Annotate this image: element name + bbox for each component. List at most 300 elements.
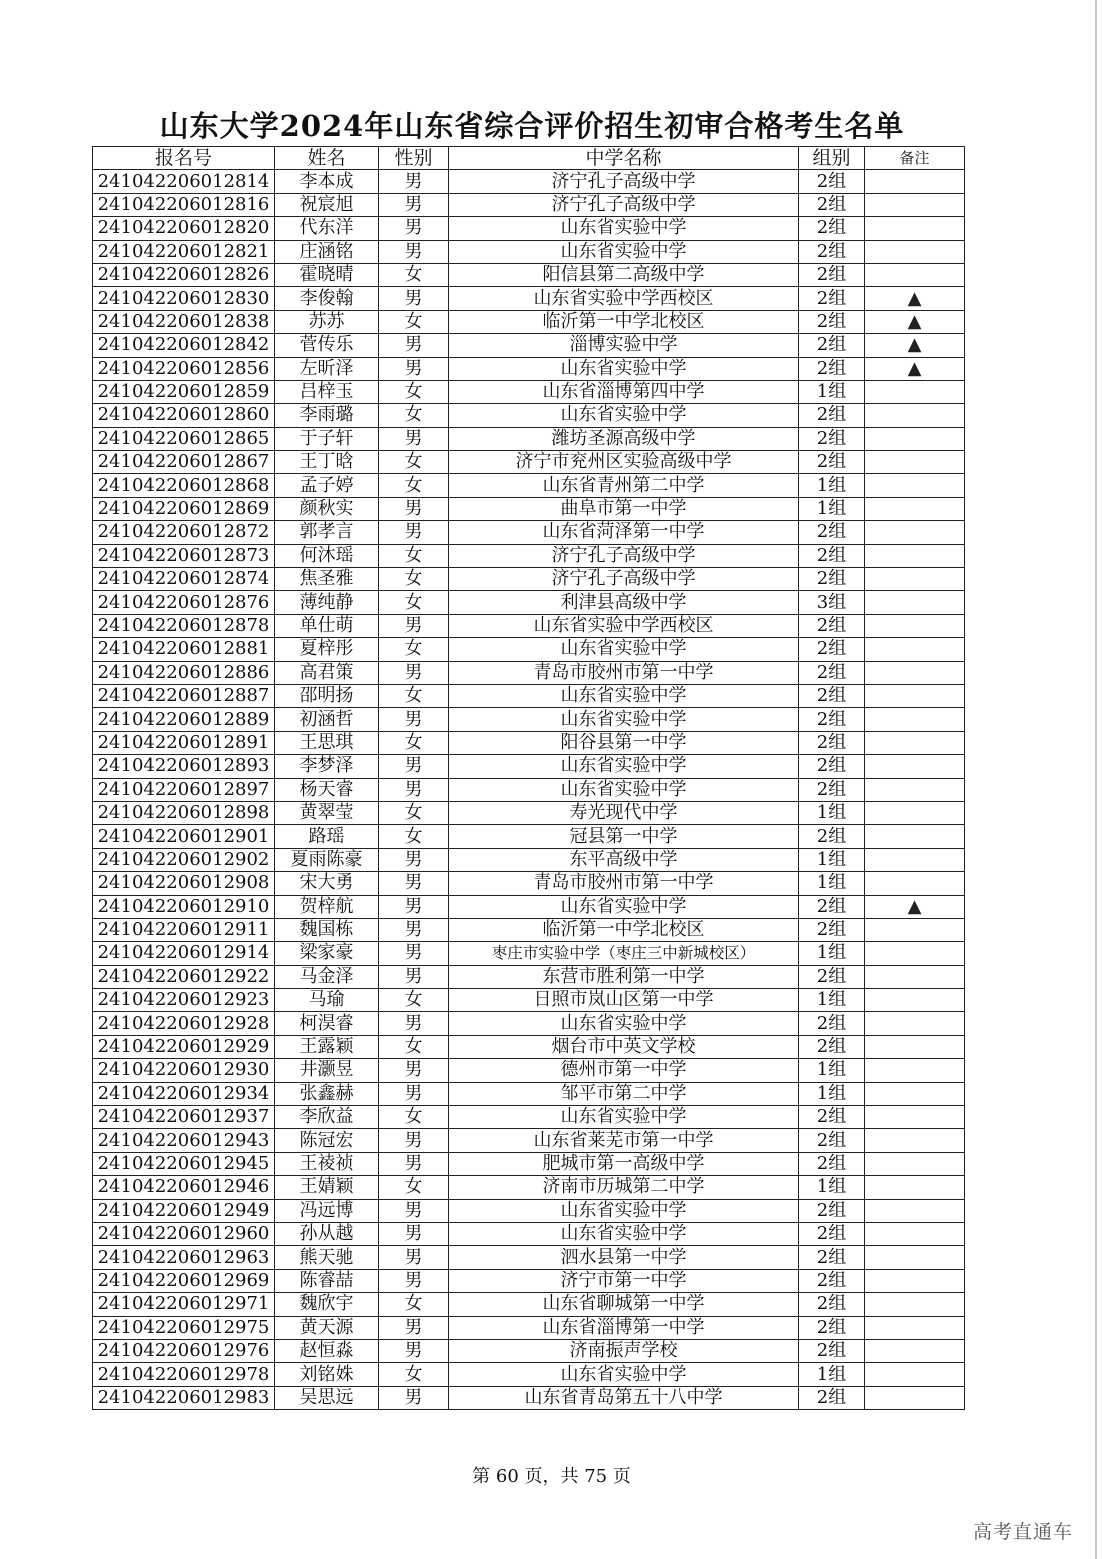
cell-school: 山东省实验中学: [449, 895, 799, 918]
cell-school: 山东省青岛第五十八中学: [449, 1386, 799, 1409]
cell-group: 2组: [799, 217, 865, 240]
cell-school: 枣庄市实验中学（枣庄三中新城校区）: [449, 942, 799, 965]
cell-id: 241042206012983: [93, 1386, 275, 1409]
cell-school: 济宁孔子高级中学: [449, 170, 799, 193]
cell-name: 井灏昱: [275, 1059, 379, 1082]
cell-gender: 男: [379, 895, 449, 918]
cell-note: ▲: [865, 310, 965, 333]
table-row: [93, 918, 965, 941]
cell-group: 2组: [799, 684, 865, 707]
cell-group: 2组: [799, 334, 865, 357]
cell-gender: 男: [379, 1152, 449, 1175]
cell-group: 2组: [799, 1106, 865, 1129]
cell-group: 2组: [799, 1246, 865, 1269]
cell-group: 2组: [799, 170, 865, 193]
cell-note: [865, 474, 965, 497]
cell-group: 2组: [799, 614, 865, 637]
cell-school: 青岛市胶州市第一中学: [449, 872, 799, 895]
cell-name: 马金泽: [275, 965, 379, 988]
cell-school: 寿光现代中学: [449, 801, 799, 824]
cell-gender: 女: [379, 591, 449, 614]
cell-note: [865, 1059, 965, 1082]
cell-school: 济宁孔子高级中学: [449, 568, 799, 591]
candidate-table: [92, 146, 965, 1410]
cell-gender: 男: [379, 1129, 449, 1152]
table-row: [93, 1293, 965, 1316]
cell-school: 临沂第一中学北校区: [449, 310, 799, 333]
cell-group: 2组: [799, 1269, 865, 1292]
cell-school: 山东省实验中学: [449, 1363, 799, 1386]
cell-note: [865, 1082, 965, 1105]
table-row: [93, 755, 965, 778]
cell-group: 1组: [799, 942, 865, 965]
cell-group: 2组: [799, 638, 865, 661]
cell-id: 241042206012945: [93, 1152, 275, 1175]
cell-school: 冠县第一中学: [449, 825, 799, 848]
cell-gender: 女: [379, 380, 449, 403]
cell-school: 山东省实验中学: [449, 684, 799, 707]
cell-school: 济宁孔子高级中学: [449, 544, 799, 567]
table-row: [93, 568, 965, 591]
cell-note: [865, 778, 965, 801]
cell-note: [865, 1035, 965, 1058]
cell-name: 柯淏睿: [275, 1012, 379, 1035]
cell-school: 山东省实验中学: [449, 404, 799, 427]
cell-group: 2组: [799, 193, 865, 216]
table-header-row: [93, 147, 965, 170]
cell-group: 2组: [799, 778, 865, 801]
table-row: [93, 1339, 965, 1362]
cell-note: [865, 217, 965, 240]
cell-note: [865, 1129, 965, 1152]
table-row: [93, 778, 965, 801]
cell-gender: 女: [379, 310, 449, 333]
table-row: [93, 334, 965, 357]
table-row: [93, 1386, 965, 1409]
cell-group: 1组: [799, 1176, 865, 1199]
table-row: [93, 895, 965, 918]
cell-name: 赵恒淼: [275, 1339, 379, 1362]
cell-note: [865, 614, 965, 637]
cell-note: [865, 240, 965, 263]
cell-school: 山东省实验中学: [449, 755, 799, 778]
header-note: 备注: [865, 147, 965, 170]
cell-gender: 女: [379, 263, 449, 286]
cell-name: 左昕泽: [275, 357, 379, 380]
cell-school: 邹平市第二中学: [449, 1082, 799, 1105]
cell-name: 夏雨陈豪: [275, 848, 379, 871]
cell-id: 241042206012934: [93, 1082, 275, 1105]
cell-gender: 女: [379, 989, 449, 1012]
table-row: [93, 684, 965, 707]
cell-note: [865, 755, 965, 778]
cell-id: 241042206012937: [93, 1106, 275, 1129]
cell-note: [865, 380, 965, 403]
cell-id: 241042206012873: [93, 544, 275, 567]
cell-note: [865, 1269, 965, 1292]
table-row: [93, 310, 965, 333]
cell-group: 2组: [799, 1035, 865, 1058]
cell-gender: 男: [379, 357, 449, 380]
cell-gender: 女: [379, 684, 449, 707]
table-row: [93, 1152, 965, 1175]
cell-note: [865, 684, 965, 707]
cell-id: 241042206012922: [93, 965, 275, 988]
cell-name: 魏国栋: [275, 918, 379, 941]
cell-id: 241042206012893: [93, 755, 275, 778]
cell-id: 241042206012923: [93, 989, 275, 1012]
cell-id: 241042206012878: [93, 614, 275, 637]
cell-id: 241042206012856: [93, 357, 275, 380]
cell-name: 菅传乐: [275, 334, 379, 357]
cell-id: 241042206012930: [93, 1059, 275, 1082]
cell-name: 吕梓玉: [275, 380, 379, 403]
cell-note: [865, 965, 965, 988]
cell-note: [865, 1222, 965, 1245]
cell-id: 241042206012872: [93, 521, 275, 544]
cell-group: 2组: [799, 661, 865, 684]
cell-school: 山东省实验中学: [449, 1222, 799, 1245]
cell-gender: 女: [379, 451, 449, 474]
cell-name: 初涵哲: [275, 708, 379, 731]
cell-name: 焦圣雅: [275, 568, 379, 591]
cell-gender: 女: [379, 474, 449, 497]
cell-gender: 男: [379, 1339, 449, 1362]
cell-group: 1组: [799, 497, 865, 520]
cell-note: [865, 544, 965, 567]
cell-gender: 男: [379, 1012, 449, 1035]
cell-group: 2组: [799, 731, 865, 754]
cell-school: 山东省实验中学: [449, 357, 799, 380]
cell-id: 241042206012867: [93, 451, 275, 474]
cell-group: 3组: [799, 591, 865, 614]
cell-id: 241042206012963: [93, 1246, 275, 1269]
cell-id: 241042206012842: [93, 334, 275, 357]
header-school: 中学名称: [449, 147, 799, 170]
cell-group: 2组: [799, 1293, 865, 1316]
table-row: [93, 614, 965, 637]
table-row: [93, 287, 965, 310]
table-row: [93, 193, 965, 216]
table-row: [93, 240, 965, 263]
table-row: [93, 427, 965, 450]
cell-group: 1组: [799, 989, 865, 1012]
cell-school: 临沂第一中学北校区: [449, 918, 799, 941]
cell-school: 山东省实验中学: [449, 1012, 799, 1035]
cell-gender: 男: [379, 193, 449, 216]
cell-note: [865, 170, 965, 193]
cell-name: 孟子婷: [275, 474, 379, 497]
cell-note: [865, 497, 965, 520]
table-row: [93, 544, 965, 567]
cell-name: 路瑶: [275, 825, 379, 848]
cell-note: [865, 1363, 965, 1386]
cell-gender: 女: [379, 825, 449, 848]
cell-group: 1组: [799, 474, 865, 497]
cell-note: [865, 1316, 965, 1339]
cell-note: [865, 591, 965, 614]
cell-gender: 男: [379, 334, 449, 357]
cell-note: [865, 404, 965, 427]
cell-gender: 男: [379, 918, 449, 941]
cell-note: [865, 708, 965, 731]
cell-group: 2组: [799, 310, 865, 333]
table-row: [93, 1012, 965, 1035]
cell-gender: 男: [379, 1269, 449, 1292]
table-row: [93, 170, 965, 193]
cell-gender: 男: [379, 1199, 449, 1222]
header-gender: 性别: [379, 147, 449, 170]
cell-id: 241042206012814: [93, 170, 275, 193]
cell-gender: 男: [379, 170, 449, 193]
cell-gender: 女: [379, 568, 449, 591]
cell-note: [865, 1152, 965, 1175]
cell-gender: 女: [379, 1035, 449, 1058]
cell-group: 2组: [799, 427, 865, 450]
table-row: [93, 661, 965, 684]
table-row: [93, 1129, 965, 1152]
cell-group: 2组: [799, 240, 865, 263]
cell-school: 东平高级中学: [449, 848, 799, 871]
cell-school: 淄博实验中学: [449, 334, 799, 357]
cell-group: 2组: [799, 568, 865, 591]
cell-name: 夏梓彤: [275, 638, 379, 661]
cell-school: 山东省实验中学: [449, 708, 799, 731]
cell-id: 241042206012821: [93, 240, 275, 263]
cell-group: 1组: [799, 1363, 865, 1386]
cell-gender: 女: [379, 801, 449, 824]
cell-school: 阳信县第二高级中学: [449, 263, 799, 286]
cell-gender: 男: [379, 965, 449, 988]
page-edge: [1095, 0, 1097, 1559]
table-row: [93, 474, 965, 497]
cell-note: [865, 451, 965, 474]
cell-id: 241042206012860: [93, 404, 275, 427]
cell-note: [865, 638, 965, 661]
cell-name: 祝宸旭: [275, 193, 379, 216]
cell-gender: 男: [379, 217, 449, 240]
cell-group: 2组: [799, 1012, 865, 1035]
cell-group: 1组: [799, 1059, 865, 1082]
cell-gender: 女: [379, 638, 449, 661]
cell-id: 241042206012969: [93, 1269, 275, 1292]
header-group: 组别: [799, 147, 865, 170]
cell-school: 阳谷县第一中学: [449, 731, 799, 754]
cell-school: 济南振声学校: [449, 1339, 799, 1362]
table-row: [93, 380, 965, 403]
cell-name: 刘铭姝: [275, 1363, 379, 1386]
cell-school: 山东省实验中学: [449, 217, 799, 240]
cell-id: 241042206012838: [93, 310, 275, 333]
cell-name: 马瑜: [275, 989, 379, 1012]
cell-name: 黄翠莹: [275, 801, 379, 824]
cell-name: 单仕萌: [275, 614, 379, 637]
cell-group: 2组: [799, 1199, 865, 1222]
table-row: [93, 848, 965, 871]
cell-gender: 男: [379, 1246, 449, 1269]
table-row: [93, 965, 965, 988]
cell-gender: 男: [379, 1316, 449, 1339]
cell-id: 241042206012902: [93, 848, 275, 871]
cell-note: [865, 825, 965, 848]
table-row: [93, 217, 965, 240]
cell-id: 241042206012830: [93, 287, 275, 310]
cell-id: 241042206012869: [93, 497, 275, 520]
cell-group: 1组: [799, 1082, 865, 1105]
header-id: 报名号: [93, 147, 275, 170]
cell-name: 李俊翰: [275, 287, 379, 310]
cell-id: 241042206012865: [93, 427, 275, 450]
cell-gender: 女: [379, 404, 449, 427]
cell-school: 德州市第一中学: [449, 1059, 799, 1082]
cell-school: 济宁孔子高级中学: [449, 193, 799, 216]
cell-name: 熊天驰: [275, 1246, 379, 1269]
cell-note: ▲: [865, 287, 965, 310]
cell-group: 2组: [799, 357, 865, 380]
table-row: [93, 731, 965, 754]
cell-name: 霍晓晴: [275, 263, 379, 286]
cell-gender: 男: [379, 427, 449, 450]
table-row: [93, 1363, 965, 1386]
cell-group: 2组: [799, 1222, 865, 1245]
cell-note: [865, 1246, 965, 1269]
cell-school: 山东省实验中学: [449, 1199, 799, 1222]
cell-id: 241042206012868: [93, 474, 275, 497]
cell-id: 241042206012874: [93, 568, 275, 591]
table-row: [93, 591, 965, 614]
cell-name: 高君策: [275, 661, 379, 684]
cell-note: ▲: [865, 357, 965, 380]
cell-school: 东营市胜利第一中学: [449, 965, 799, 988]
cell-name: 代东洋: [275, 217, 379, 240]
cell-id: 241042206012929: [93, 1035, 275, 1058]
table-row: [93, 872, 965, 895]
cell-id: 241042206012978: [93, 1363, 275, 1386]
cell-note: [865, 801, 965, 824]
table-row: [93, 825, 965, 848]
table-row: [93, 404, 965, 427]
cell-school: 青岛市胶州市第一中学: [449, 661, 799, 684]
cell-group: 2组: [799, 708, 865, 731]
cell-group: 1组: [799, 872, 865, 895]
cell-name: 杨天睿: [275, 778, 379, 801]
cell-school: 山东省聊城第一中学: [449, 1293, 799, 1316]
cell-name: 魏欣宇: [275, 1293, 379, 1316]
table-row: [93, 451, 965, 474]
cell-group: 2组: [799, 755, 865, 778]
cell-group: 2组: [799, 544, 865, 567]
cell-note: [865, 1386, 965, 1409]
cell-note: [865, 661, 965, 684]
cell-group: 2组: [799, 404, 865, 427]
cell-id: 241042206012946: [93, 1176, 275, 1199]
table-row: [93, 942, 965, 965]
cell-group: 2组: [799, 1129, 865, 1152]
cell-group: 2组: [799, 451, 865, 474]
cell-id: 241042206012881: [93, 638, 275, 661]
cell-name: 王祾祯: [275, 1152, 379, 1175]
cell-name: 李雨璐: [275, 404, 379, 427]
cell-group: 2组: [799, 1316, 865, 1339]
cell-name: 邵明扬: [275, 684, 379, 707]
cell-name: 王思琪: [275, 731, 379, 754]
cell-note: [865, 568, 965, 591]
watermark: 高考直通车: [972, 1521, 1073, 1543]
cell-school: 山东省实验中学: [449, 1106, 799, 1129]
cell-school: 山东省莱芜市第一中学: [449, 1129, 799, 1152]
cell-note: [865, 263, 965, 286]
cell-name: 庄涵铭: [275, 240, 379, 263]
cell-note: ▲: [865, 895, 965, 918]
cell-school: 济宁市兖州区实验高级中学: [449, 451, 799, 474]
cell-name: 吴思远: [275, 1386, 379, 1409]
table-row: [93, 1246, 965, 1269]
cell-id: 241042206012859: [93, 380, 275, 403]
cell-name: 王丁晗: [275, 451, 379, 474]
table-row: [93, 1106, 965, 1129]
cell-note: [865, 942, 965, 965]
cell-gender: 男: [379, 614, 449, 637]
cell-name: 梁家豪: [275, 942, 379, 965]
cell-school: 山东省青州第二中学: [449, 474, 799, 497]
cell-name: 宋大勇: [275, 872, 379, 895]
cell-id: 241042206012891: [93, 731, 275, 754]
cell-id: 241042206012826: [93, 263, 275, 286]
cell-group: 1组: [799, 380, 865, 403]
cell-id: 241042206012901: [93, 825, 275, 848]
cell-id: 241042206012816: [93, 193, 275, 216]
cell-group: 1组: [799, 801, 865, 824]
cell-note: ▲: [865, 334, 965, 357]
table-row: [93, 1269, 965, 1292]
table-row: [93, 497, 965, 520]
cell-school: 曲阜市第一中学: [449, 497, 799, 520]
cell-group: 1组: [799, 848, 865, 871]
table-row: [93, 1316, 965, 1339]
cell-name: 贺梓航: [275, 895, 379, 918]
cell-gender: 男: [379, 1222, 449, 1245]
cell-school: 山东省实验中学: [449, 638, 799, 661]
table-row: [93, 638, 965, 661]
cell-note: [865, 872, 965, 895]
cell-group: 2组: [799, 895, 865, 918]
cell-note: [865, 1199, 965, 1222]
cell-gender: 男: [379, 497, 449, 520]
header-name: 姓名: [275, 147, 379, 170]
cell-school: 山东省淄博第四中学: [449, 380, 799, 403]
cell-name: 薄纯静: [275, 591, 379, 614]
cell-id: 241042206012898: [93, 801, 275, 824]
cell-id: 241042206012971: [93, 1293, 275, 1316]
cell-gender: 女: [379, 731, 449, 754]
cell-note: [865, 989, 965, 1012]
cell-id: 241042206012886: [93, 661, 275, 684]
cell-id: 241042206012887: [93, 684, 275, 707]
cell-note: [865, 1012, 965, 1035]
cell-name: 陈冠宏: [275, 1129, 379, 1152]
cell-gender: 男: [379, 240, 449, 263]
cell-note: [865, 848, 965, 871]
cell-gender: 男: [379, 872, 449, 895]
cell-school: 山东省实验中学: [449, 778, 799, 801]
cell-name: 颜秋实: [275, 497, 379, 520]
cell-id: 241042206012908: [93, 872, 275, 895]
cell-name: 王露颖: [275, 1035, 379, 1058]
cell-id: 241042206012976: [93, 1339, 275, 1362]
cell-school: 济宁市第一中学: [449, 1269, 799, 1292]
cell-school: 山东省实验中学西校区: [449, 287, 799, 310]
cell-gender: 男: [379, 521, 449, 544]
